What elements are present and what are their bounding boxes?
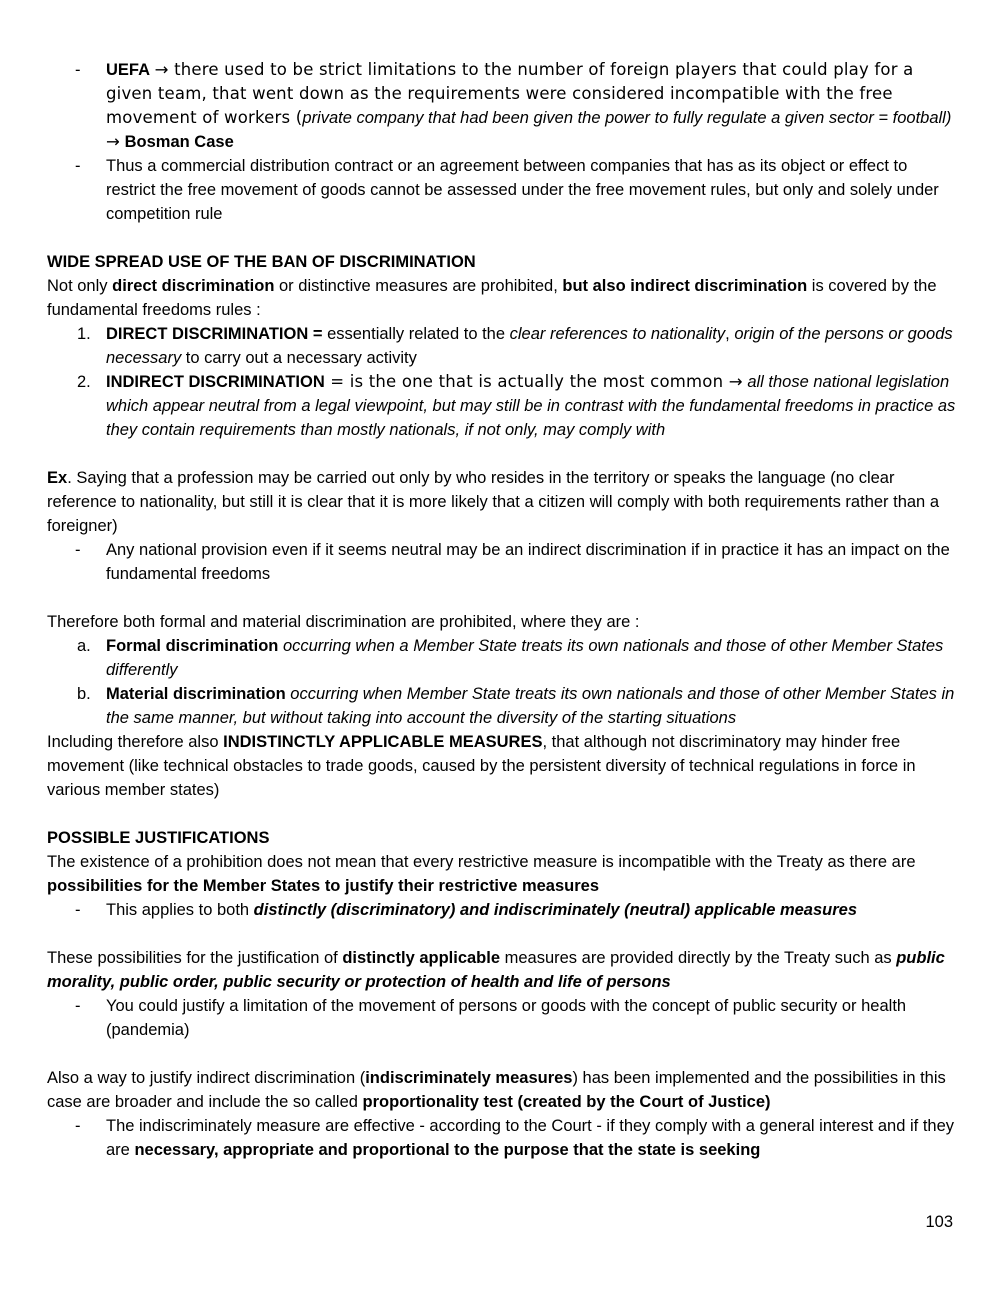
- any-national-paragraph: Any national provision even if it seems neutral may be an indirect discrimination if in practice it has an impact on the fundamental freedoms: [106, 541, 950, 583]
- applies-paragraph: This applies to both distinctly (discriminatory) and indiscriminately (neutral) applicable measures: [106, 901, 858, 919]
- uefa-text: there used to be strict limitations to the number of foreign players that could play for a given team, that went down as the requirements were considered incompatible with the free movement of workers (: [106, 60, 914, 127]
- list-item-uefa: [47, 58, 957, 154]
- bullet-dash: -: [75, 541, 81, 559]
- section-heading-discrimination: WIDE SPREAD USE OF THE BAN OF DISCRIMINATION: [47, 253, 476, 271]
- section-heading-justifications: POSSIBLE JUSTIFICATIONS: [47, 829, 270, 847]
- effective-paragraph: The indiscriminately measure are effective - according to the Court - if they comply with a general interest and if they are necessary, appropriate and proportional to the purpose that the state is seeking: [106, 1117, 955, 1159]
- list-letter: b.: [77, 685, 91, 703]
- including-paragraph: Including therefore also INDISTINCTLY APPLICABLE MEASURES, that although not discriminatory may hinder free movement (like technical obstacles to trade goods, caused by the persistent diversity of technical regulations in force in various member states): [47, 733, 916, 799]
- list-item-justify: [47, 994, 957, 1042]
- bullet-dash: -: [75, 157, 81, 175]
- possibilities-paragraph: These possibilities for the justification of distinctly applicable measures are provided directly by the Treaty such as public morality, public order, public security or protection of health and life of persons: [47, 949, 945, 991]
- list-number: 1.: [77, 325, 91, 343]
- therefore-paragraph: Therefore both formal and material discrimination are prohibited, where they are :: [47, 613, 640, 631]
- list-item-indirect: [47, 370, 957, 442]
- material-paragraph: Material discrimination occurring when Member State treats its own nationals and those of other Member States in the same manner, but without taking into account the diversity of the starting situations: [106, 685, 955, 727]
- list-item-any-national: [47, 538, 957, 586]
- not-only-paragraph: Not only direct discrimination or distinctive measures are prohibited, but also indirect discrimination is covered by the fundamental freedoms rules :: [47, 277, 937, 319]
- arrow-glyph: →: [154, 60, 169, 79]
- example-paragraph: Ex. Saying that a profession may be carried out only by who resides in the territory or speaks the language (no clear reference to nationality, but still it is clear that it is more likely that a citizen will comply with both requirements rather than a foreigner): [47, 469, 939, 535]
- thus-paragraph: Thus a commercial distribution contract or an agreement between companies that has as its object or effect to restrict the free movement of goods cannot be assessed under the free movement rules, but only and solely under competition rule: [106, 157, 939, 223]
- also-paragraph: Also a way to justify indirect discrimination (indiscriminately measures) has been implemented and the possibilities in this case are broader and include the so called proportionality test (created by the Court of Justice): [47, 1069, 946, 1111]
- bullet-dash: -: [75, 1117, 81, 1135]
- list-item-formal: [47, 634, 957, 682]
- list-item-material: [47, 682, 957, 730]
- bullet-dash: -: [75, 901, 81, 919]
- list-item-applies: [47, 898, 957, 922]
- list-item-thus: [47, 154, 957, 226]
- uefa-label: UEFA: [106, 61, 151, 79]
- uefa-italic: private company that had been given the power to fully regulate a given sector = football): [302, 109, 952, 127]
- direct-paragraph: DIRECT DISCRIMINATION = essentially related to the clear references to nationality, origin of the persons or goods necessary to carry out a necessary activity: [106, 325, 953, 367]
- existence-paragraph: The existence of a prohibition does not mean that every restrictive measure is incompatible with the Treaty as there are possibilities for the Member States to justify their restrictive measures: [47, 853, 916, 895]
- bosman-case: Bosman Case: [124, 133, 234, 151]
- arrow-glyph: →: [728, 372, 743, 391]
- document-page: [47, 58, 957, 1162]
- bullet-dash: -: [75, 61, 81, 79]
- list-number: 2.: [77, 373, 91, 391]
- page-number: 103: [925, 1213, 953, 1231]
- list-item-effective: [47, 1114, 957, 1162]
- arrow-glyph: →: [106, 132, 121, 151]
- indirect-paragraph: INDIRECT DISCRIMINATION = is the one that is actually the most common → all those national legislation which appear neutral from a legal viewpoint, but may still be in contrast with the fundamental freedoms in practice as they contain requirements than mostly nationals, if not only, may comply with: [106, 372, 956, 439]
- uefa-paragraph: [106, 58, 957, 154]
- bullet-dash: -: [75, 997, 81, 1015]
- list-letter: a.: [77, 637, 91, 655]
- list-item-direct: [47, 322, 957, 370]
- formal-paragraph: Formal discrimination occurring when a Member State treats its own nationals and those of other Member States differently: [106, 637, 944, 679]
- justify-paragraph: You could justify a limitation of the movement of persons or goods with the concept of public security or health (pandemia): [106, 997, 907, 1039]
